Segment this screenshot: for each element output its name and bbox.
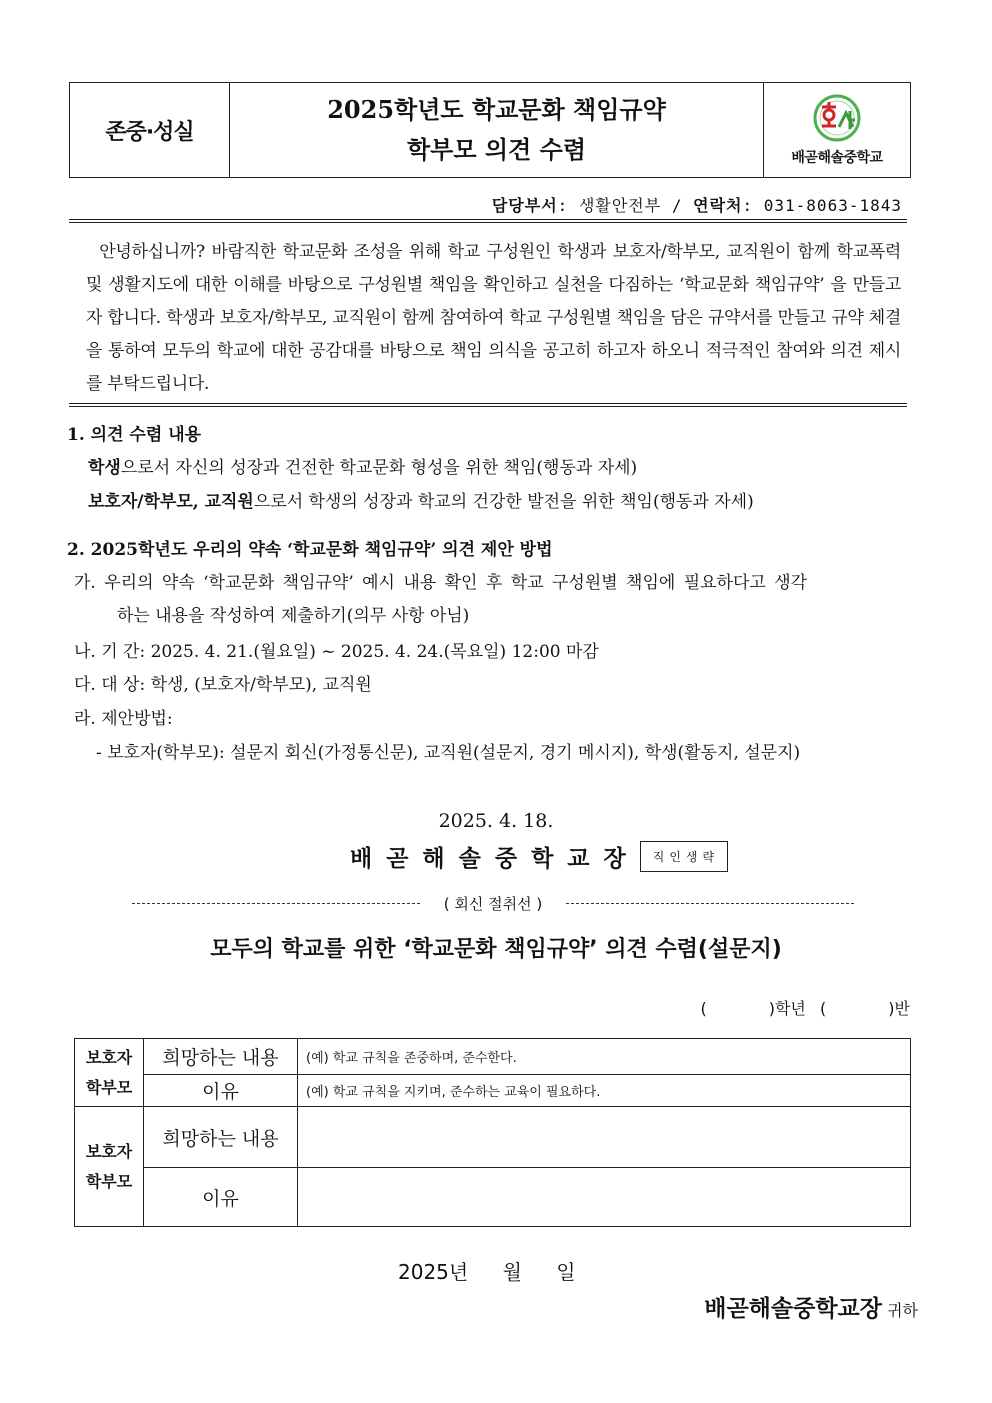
table-row [75,1107,911,1168]
cut-dash-right [566,903,854,904]
entry-hope-input[interactable] [298,1107,911,1168]
intro-text: 안녕하십니까? 바람직한 학교문화 조성을 위해 학교 구성원인 학생과 보호자/학부모, 교직원이 함께 학교폭력 및 생활지도에 대한 이해를 바탕으로 구성원별 책임을 확인하고 실천을 다짐하는 ‘학교문화 책임규약’ 을 만들고자 합니다. 학생과 보호자/학부모, 교직원이 함께 참여하여 학교 구성원별 책임을 담은 규약서를 만들고 규약 체결을 통하여 모두의 학교에 대한 공감대를 바탕으로 책임 의식을 공고히 하고자 하오니 적극적인 참여와 의견 제시를 부탁드립니다. [86,242,901,394]
grade-class-field[interactable] [700,996,910,1019]
grade-label: )학년 [768,999,806,1018]
recipient-suffix: 귀하 [887,1301,918,1320]
example-hope-value: (예) 학교 규칙을 존중하며, 준수한다. [298,1039,911,1075]
school-logo [764,83,910,177]
section2-da: 다. 대 상: 학생, (보호자/학부모), 교직원 [74,675,372,695]
table-row [75,1075,911,1107]
group-line-2: 학부모 [85,1171,133,1191]
cut-dash-left [132,903,420,904]
example-hope-label: 희망하는 내용 [144,1039,298,1075]
survey-title: 모두의 학교를 위한 ‘학교문화 책임규약’ 의견 수렴(설문지) [210,937,782,962]
item1-rest: 으로서 자신의 성장과 건전한 학교문화 형성을 위한 책임(행동과 자세) [120,458,638,478]
top-divider [69,219,907,223]
cut-line [132,893,854,914]
bottom-divider [69,403,907,407]
phone-label: 연락처 [693,196,743,215]
document-title [230,83,764,177]
group-line-1: 보호자 [85,1047,133,1067]
signature-block [350,840,728,873]
example-reason-label: 이유 [144,1075,298,1107]
entry-reason-label: 이유 [144,1168,298,1227]
grade-open: ( [700,999,707,1018]
section2-ra: 라. 제안방법: [74,709,173,729]
class-open: ( [820,999,827,1018]
recipient-line [704,1290,918,1323]
section1-item-student [88,452,637,485]
class-label: )반 [888,999,910,1018]
cut-label: ( 회신 절취선 ) [443,895,543,913]
entry-table [74,1106,911,1227]
item2-rest: 으로서 학생의 성장과 학교의 건강한 발전을 위한 책임(행동과 자세) [253,492,754,512]
principal-name: 배곧해솔중학교장 [350,846,640,872]
title-line-2: 학부모 의견 수렴 [407,135,586,164]
section2-ra-detail: - 보호자(학부모): 설문지 회신(가정통신문), 교직원(설문지, 경기 메시지), 학생(활동지, 설문지) [96,743,801,763]
section2-na: 나. 기 간: 2025. 4. 21.(월요일) ~ 2025. 4. 24.(목요일) 12:00 마감 [74,642,599,662]
dept-value: : 생활안전부 / [557,196,683,215]
entry-reason-input[interactable] [298,1168,911,1227]
school-motto: 존중·성실 [70,83,230,177]
title-line-1: 2025학년도 학교문화 책임규약 [327,95,666,124]
table-row [75,1039,911,1075]
recipient-name: 배곧해솔중학교장 [704,1296,882,1322]
intro-paragraph [86,236,901,401]
dept-label: 담당부서 [491,196,558,215]
entry-hope-label: 희망하는 내용 [144,1107,298,1168]
section2-ga-line2: 하는 내용을 작성하여 제출하기(의무 사항 아님) [117,606,470,626]
section2-title: 2. 2025학년도 우리의 약속 ‘학교문화 책임규약’ 의견 제안 방법 [67,540,553,560]
item1-bold: 학생 [88,458,121,478]
stamp-box: 직인생략 [640,841,728,872]
example-reason-value: (예) 학교 규칙을 지키며, 준수하는 교육이 필요하다. [298,1075,911,1107]
contact-line [492,193,902,216]
issue-date: 2025. 4. 18. [438,810,554,832]
example-group [75,1039,144,1107]
school-emblem-icon [808,93,866,145]
section1-item-guardian [88,486,754,519]
section2-ga-line1: 가. 우리의 약속 ‘학교문화 책임규약’ 예시 내용 확인 후 학교 구성원별 책임에 필요하다고 생각 [74,573,808,593]
logo-text: 배곧해솔중학교 [791,150,883,166]
item2-bold: 보호자/학부모, 교직원 [88,492,254,512]
reply-date: 2025년 월 일 [398,1260,576,1284]
group-line-1: 보호자 [85,1141,133,1161]
table-row [75,1168,911,1227]
group-line-2: 학부모 [85,1077,133,1097]
section1-title: 1. 의견 수렴 내용 [67,425,202,445]
entry-group [75,1107,144,1227]
phone-value: : 031-8063-1843 [742,196,902,215]
example-table [74,1038,911,1107]
header-box [69,82,911,178]
